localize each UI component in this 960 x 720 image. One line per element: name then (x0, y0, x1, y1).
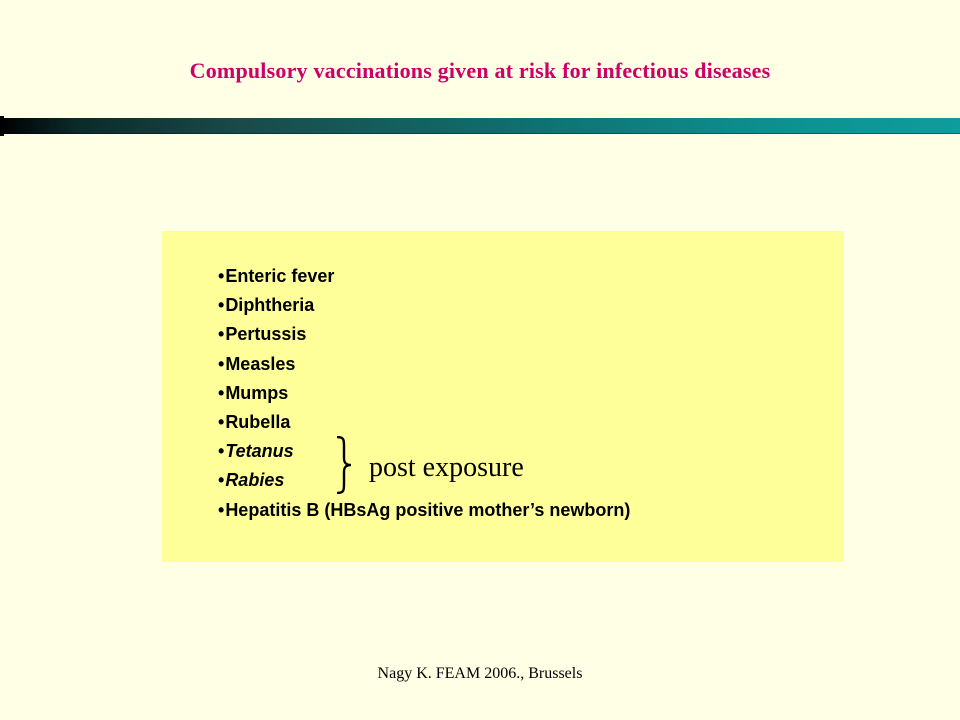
list-item-hepatitis-b (218, 498, 630, 527)
disease-name: Enteric fever (225, 266, 335, 286)
list-item-rubella (218, 410, 630, 439)
slide-title: Compulsory vaccinations given at risk for infectious diseases (189, 58, 771, 83)
title-divider-bar (0, 118, 960, 134)
footer-citation: Nagy K. FEAM 2006., Brussels (377, 665, 583, 682)
bullet-icon: • (218, 411, 225, 432)
bullet-icon: • (218, 266, 225, 286)
bullet-icon: • (218, 295, 225, 316)
disease-name: Diphtheria (225, 295, 315, 316)
disease-name: Mumps (225, 382, 289, 403)
disease-name: Hepatitis B (HBsAg positive mother’s newborn) (225, 499, 631, 520)
list-item-mumps (218, 381, 630, 410)
bullet-icon: • (218, 470, 225, 491)
right-curly-brace-icon (333, 436, 355, 494)
disease-name: Rabies (225, 470, 285, 491)
bullet-icon: • (218, 499, 225, 520)
list-item-measles (218, 352, 630, 381)
disease-name: Measles (225, 353, 296, 374)
list-item-enteric-fever (218, 264, 630, 293)
disease-name: Tetanus (225, 441, 294, 462)
bullet-icon: • (218, 441, 225, 462)
post-exposure-label: post exposure (369, 452, 524, 483)
disease-list (218, 264, 630, 527)
disease-name: Rubella (225, 411, 291, 432)
list-item-pertussis (218, 322, 630, 351)
list-item-diphtheria (218, 293, 630, 322)
bullet-icon: • (218, 382, 225, 403)
bullet-icon: • (218, 324, 225, 345)
disease-name: Pertussis (225, 324, 307, 345)
bullet-icon: • (218, 353, 225, 374)
